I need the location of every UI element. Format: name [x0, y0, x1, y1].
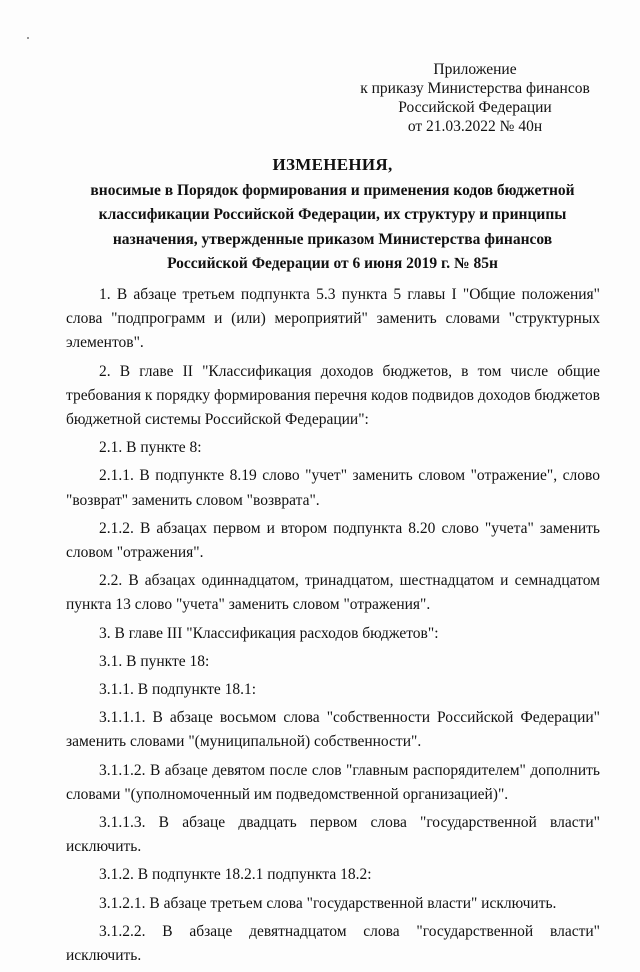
paragraph-2-1: 2.1. В пункте 8: — [99, 439, 202, 457]
paragraph-3-1-1: 3.1.1. В подпункте 18.1: — [99, 681, 257, 699]
title-line-4: Российской Федерации от 6 июня 2019 г. № 85н — [167, 255, 498, 272]
paragraph-2: 2. В главе II "Классификация доходов бюджетов, в том числе общие требования к порядку формирования перечня кодов подвидов доходов бюджетов бюджетной системы Российской Федерации": — [66, 362, 600, 429]
paragraph-2-1-2: 2.1.2. В абзацах первом и втором подпункта 8.20 слово "учета" заменить словом "отражения". — [66, 519, 600, 562]
paragraph-3-1: 3.1. В пункте 18: — [99, 652, 210, 670]
scan-speck — [27, 37, 29, 39]
document-title — [60, 153, 605, 277]
paragraph-2-1-1: 2.1.1. В подпункте 8.19 слово "учет" заменить словом "отражение", слово "возврат" заменить словом "возврата". — [66, 467, 600, 509]
title-line-2: классификации Российской Федерации, их структуру и принципы — [98, 206, 567, 223]
paragraph-3-1-1-2: 3.1.1.2. В абзаце девятом после слов "главным распорядителем" дополнить словами "(уполномоченный им подведомственной организацией)". — [66, 761, 600, 803]
document-body — [66, 283, 600, 972]
title-line-3: назначения, утвержденные приказом Министерства финансов — [112, 230, 553, 248]
annex-header — [330, 60, 620, 136]
paragraph-3: 3. В главе III "Классификация расходов бюджетов": — [99, 624, 439, 642]
paragraph-3-1-2: 3.1.2. В подпункте 18.2.1 подпункта 18.2: — [99, 866, 372, 884]
paragraph-3-1-2-1: 3.1.2.1. В абзаце третьем слова "государственной власти" исключить. — [99, 894, 557, 912]
annex-line-2: к приказу Министерства финансов — [360, 80, 590, 97]
title-main: ИЗМЕНЕНИЯ, — [272, 155, 393, 174]
paragraph-3-1-2-2: 3.1.2.2. В абзаце девятнадцатом слова "государственной власти" исключить. — [66, 922, 600, 965]
paragraph-3-1-1-1: 3.1.1.1. В абзаце восьмом слова "собственности Российской Федерации" заменить словами "(муниципальной) собственности". — [66, 709, 600, 751]
paragraph-3-1-1-3: 3.1.1.3. В абзаце двадцать первом слова "государственной власти" исключить. — [66, 814, 600, 856]
annex-line-3: Российской Федерации — [398, 99, 552, 116]
paragraph-2-2: 2.2. В абзацах одиннадцатом, тринадцатом, шестнадцатом и семнадцатом пункта 13 слово "учета" заменить словом "отражения". — [66, 572, 600, 614]
title-line-1: вносимые в Порядок формирования и применения кодов бюджетной — [90, 181, 575, 199]
paragraph-1: 1. В абзаце третьем подпункта 5.3 пункта 5 главы I "Общие положения" слова "подпрограмм и (или) мероприятий" заменить словами "структурных элементов". — [66, 286, 600, 352]
annex-line-1: Приложение — [433, 61, 517, 78]
annex-line-4: от 21.03.2022 № 40н — [407, 118, 543, 135]
